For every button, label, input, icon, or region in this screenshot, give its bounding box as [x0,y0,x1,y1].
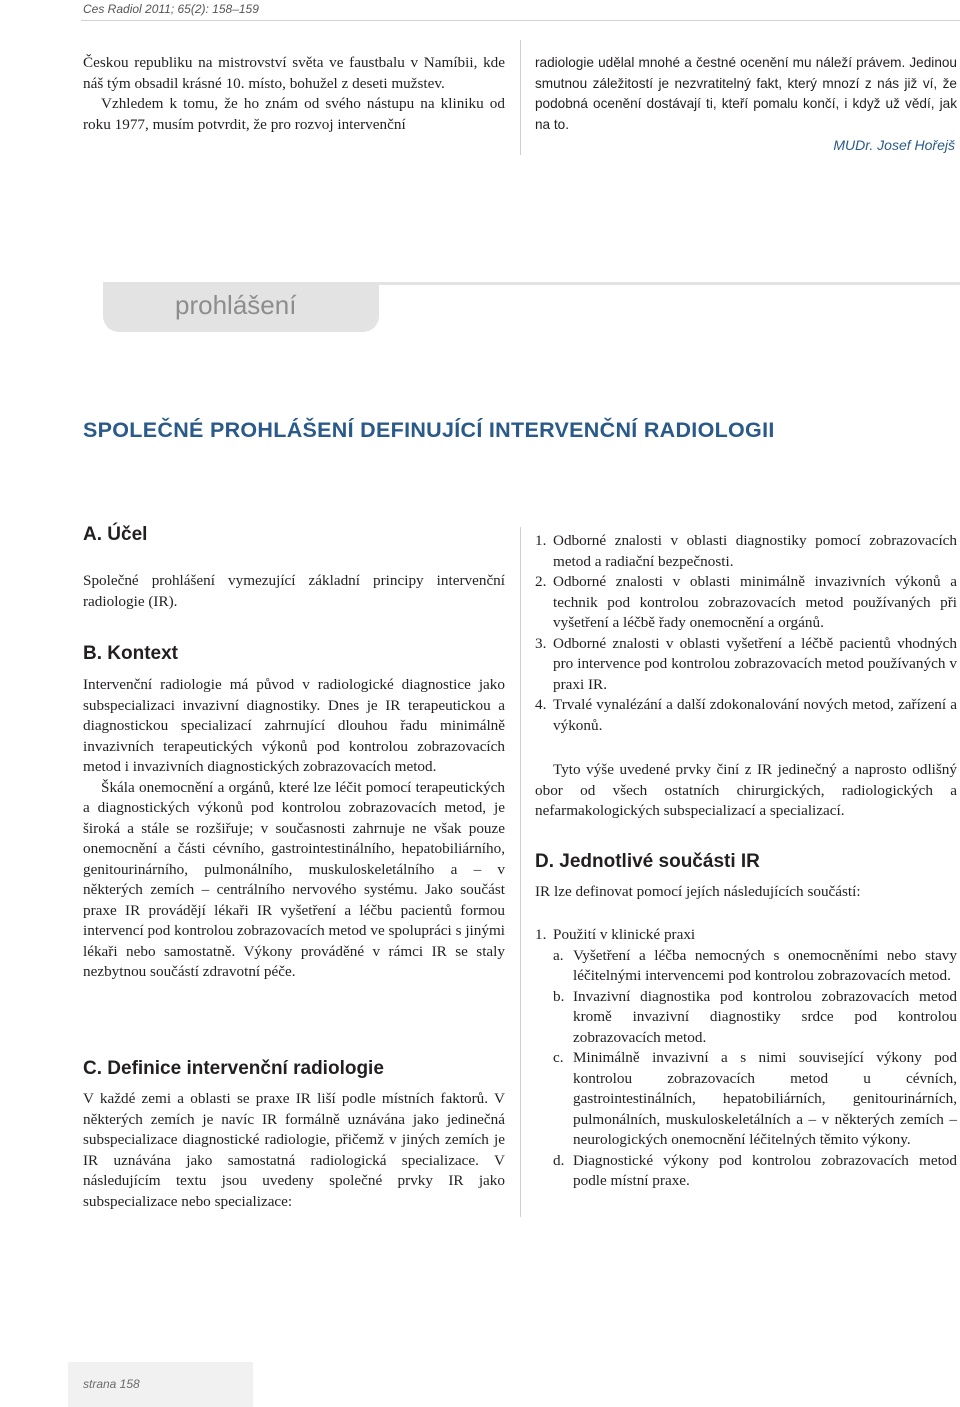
top-right-paragraph: radiologie udělal mnohé a čestné ocenění mu náleží právem. Jedinou smutnou záležitostí je nezvratitelný fakt, který mnozí z nás již ví, že podobná ocenění dostávají ti, kteří pomalu končí, i když už vědí, jak na to. [535,55,957,132]
list-item: 1. Použití v klinické praxi [535,926,696,943]
section-d-intro [535,882,957,903]
header-divider [81,20,960,21]
section-b-paragraph-2: Škála onemocnění a orgánů, které lze léčit pomocí terapeutických a diagnostických výkonů pod kontrolou zobrazovacích metod, je široká a stále se rozšiřuje; v současnosti zahrnuje ne však pouze onemocnění a části cévního, gastrointestinálního, hepatobiliárního, genitourinárního, pulmonálního, muskuloskeletálního a – v některých zemích – centrálního nervového systému. Jako součást praxe IR provádějí lékaři IR vyšetření a léčbu pacientů formou intervencí pod kontrolou zobrazovacích metod ve spolupráci s jinými lékaři nebo samostatně. Výkony prováděné v rámci IR se staly nezbytnou součástí zdravotní péče. [83,778,505,980]
section-d-list [535,925,957,1192]
list-item: 2. Odborné znalosti v oblasti minimálně invazivních výkonů a technik pod kontrolou zobrazovacích metod používaných při vyšetření a léčbě řady onemocnění a orgánů. [535,573,957,631]
sub-list-item: d. Diagnostické výkony pod kontrolou zobrazovacích metod podle místní praxe. [553,1151,957,1189]
running-head: Ces Radiol 2011; 65(2): 158–159 [83,2,259,16]
sub-list-item: a. Vyšetření a léčba nemocných s onemocněními nebo stavy léčitelnými intervencemi pod kontrolou zobrazovacích metod. [553,946,957,984]
section-a-paragraph: Společné prohlášení vymezující základní principy intervenční radiologie (IR). [83,572,505,610]
top-left-column [83,53,505,135]
top-right-column [535,53,957,135]
list-item: 3. Odborné znalosti v oblasti vyšetření a léčbě pacientů vhodných pro intervence pod kontrolou zobrazovacích metod používaných v praxi IR. [535,634,957,693]
section-banner-label: prohlášení [175,290,297,320]
section-a-heading: A. Účel [83,524,148,545]
section-b-body [83,675,505,983]
sub-list-item: b. Invazivní diagnostika pod kontrolou zobrazovacích metod kromě invazivní diagnostiky srdce pod kontrolou zobrazovacích metod. [553,987,957,1046]
section-d-intro-paragraph: IR lze definovat pomocí jejích následujících součástí: [535,883,861,900]
list-item: 1. Odborné znalosti v oblasti diagnostiky pomocí zobrazovacích metod a radiační bezpečnosti. [535,532,957,570]
author-signature: MUDr. Josef Hořejš [833,137,955,153]
section-c-closing [535,760,957,822]
column-divider-main [520,527,521,1217]
column-divider-top [520,40,521,155]
top-left-paragraph-2: Vzhledem k tomu, že ho znám od svého nástupu na kliniku od roku 1977, musím potvrdit, že pro rozvoj intervenční [83,95,505,133]
list-item: 4. Trvalé vynalézání a další zdokonalování nových metod, zařízení a výkonů. [535,696,957,734]
article-title: SPOLEČNÉ PROHLÁŠENÍ DEFINUJÍCÍ INTERVENČNÍ RADIOLOGII [83,418,775,442]
section-b-paragraph-1: Intervenční radiologie má původ v radiologické diagnostice jako subspecializaci invazivní diagnostiky. Dnes je IR terapeutickou a diagnostickou specializací zahrnující dlouhou řadu minimálně invazivních terapeutických výkonů pod kontrolou zobrazovacích metod i invazivních diagnostických zobrazovacích metod. [83,676,505,775]
page-number: strana 158 [83,1377,140,1391]
section-c-paragraph: V každé zemi a oblasti se praxe IR liší podle místních faktorů. V některých zemích je navíc IR formálně uznávána jako jedinečná subspecializace diagnostické radiologie, přičemž v jiných zemích je IR uznávána jako samostatná radiologická specializace. V následujícím textu jsou uvedeny společné prvky IR jako subspecializace nebo specializace: [83,1090,505,1210]
section-c-closing-paragraph: Tyto výše uvedené prvky činí z IR jedinečný a naprosto odlišný obor od všech ostatních chirurgických, radiologických a nefarmakologických subspecializací a specializací. [535,761,957,819]
top-left-paragraph-1: Českou republiku na mistrovství světa ve faustbalu v Namíbii, kde náš tým obsadil krásné 10. místo, bohužel z deseti mužstev. [83,54,505,92]
section-c-heading: C. Definice intervenční radiologie [83,1058,384,1079]
section-b-heading: B. Kontext [83,643,178,664]
sub-list-item: c. Minimálně invazivní a s nimi související výkony pod kontrolou zobrazovacích metod u cévních, gastrointestinálních, hepatobiliárních, genitourinárních, pulmonálních, muskuloskeletálních a – v některých zemích – neurologických onemocnění léčitelných těmito výkony. [553,1049,957,1148]
section-c-list [535,531,957,736]
section-a-body [83,571,505,612]
section-c-body [83,1089,505,1212]
section-d-heading: D. Jednotlivé součásti IR [535,851,760,872]
